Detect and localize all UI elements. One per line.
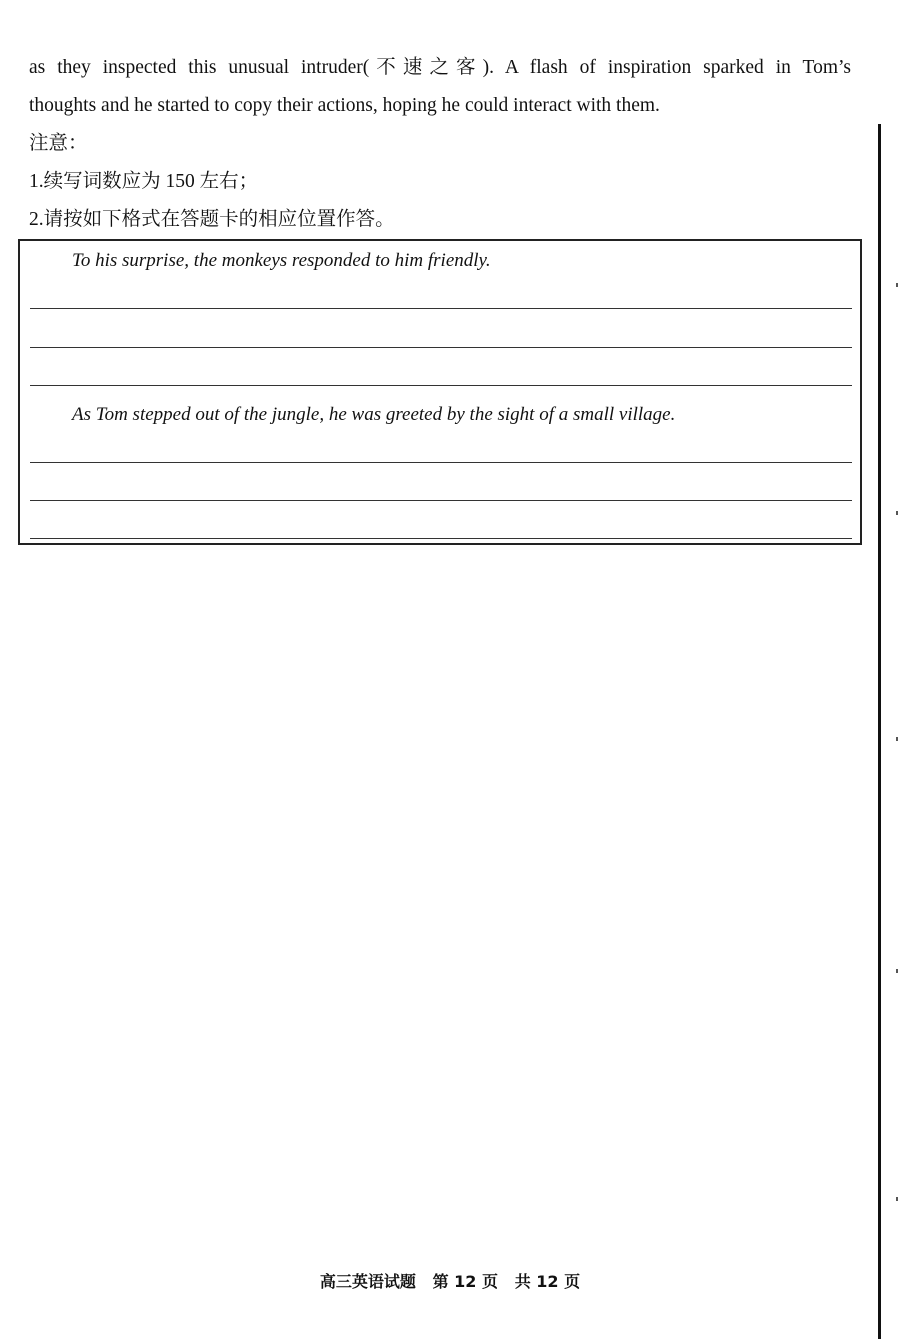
paragraph-1-prompt: To his surprise, the monkeys responded to him friendly.	[72, 250, 491, 271]
edge-mark	[896, 969, 898, 973]
writing-line[interactable]	[30, 500, 852, 501]
passage-line-1: as they inspected this unusual intruder(不速之客). A flash of inspiration sparked in Tom’s	[29, 57, 851, 78]
notes-heading: 注意：	[29, 133, 88, 154]
note-item-2: 2.请按如下格式在答题卡的相应位置作答。	[29, 209, 395, 230]
writing-line[interactable]	[30, 308, 852, 309]
edge-mark	[896, 737, 898, 741]
note-item-1: 1.续写词数应为 150 左右；	[29, 171, 259, 192]
writing-line[interactable]	[30, 347, 852, 348]
writing-line[interactable]	[30, 385, 852, 386]
edge-mark	[896, 283, 898, 287]
writing-line[interactable]	[30, 462, 852, 463]
right-margin-rule	[878, 124, 881, 1339]
writing-line[interactable]	[30, 538, 852, 539]
paragraph-2-prompt: As Tom stepped out of the jungle, he was greeted by the sight of a small village.	[72, 404, 676, 425]
edge-mark	[896, 511, 898, 515]
edge-mark	[896, 1197, 898, 1201]
page-footer: 高三英语试题 第 12 页 共 12 页	[319, 1272, 581, 1291]
answer-box	[18, 239, 862, 545]
passage-line-2: thoughts and he started to copy their actions, hoping he could interact with them.	[29, 95, 660, 116]
